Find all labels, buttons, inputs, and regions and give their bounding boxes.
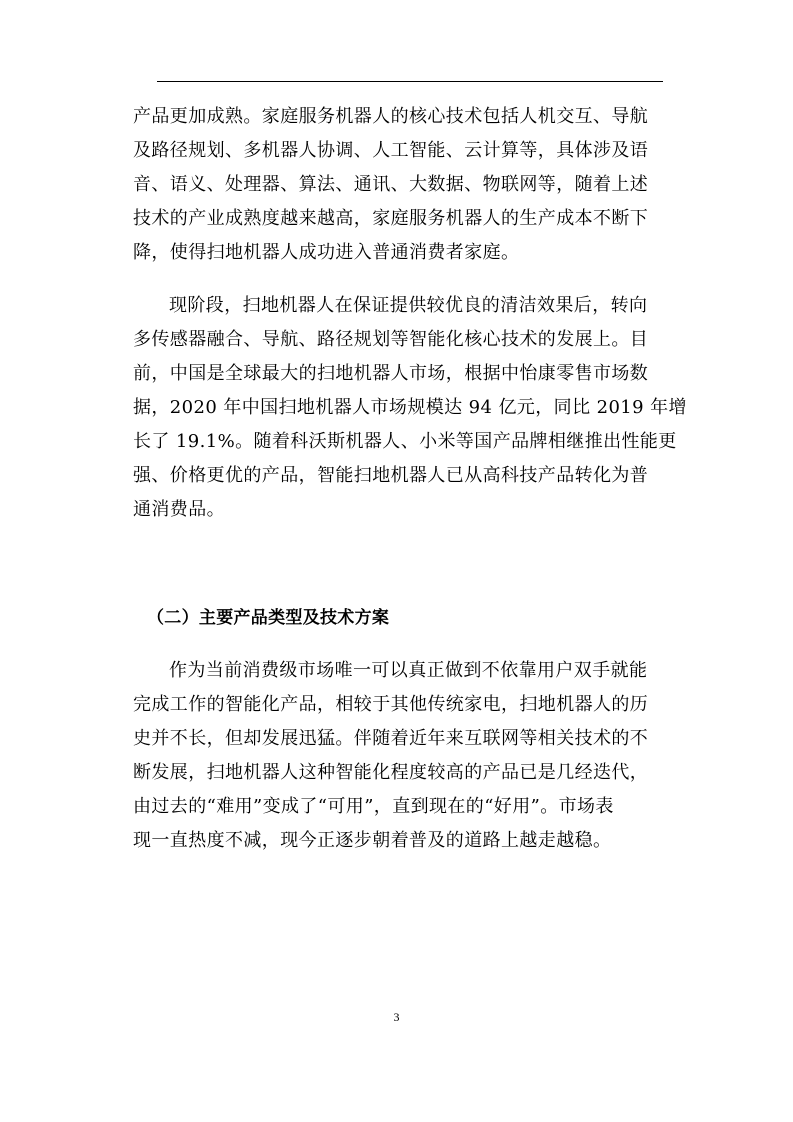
paragraph-line: 通消费品。 <box>133 499 225 520</box>
paragraph-line: 史并不长，但却发展迅猛。伴随着近年来互联网等相关技术的不 <box>133 728 649 749</box>
paragraph-line: 技术的产业成熟度越来越高，家庭服务机器人的生产成本不断下 <box>133 208 649 229</box>
paragraph-3 <box>133 654 661 858</box>
paragraph-line: 断发展，扫地机器人这种智能化程度较高的产品已是几经迭代， <box>133 762 649 783</box>
paragraph-2 <box>133 289 687 527</box>
paragraph-line: 完成工作的智能化产品，相较于其他传统家电，扫地机器人的历 <box>133 694 649 715</box>
paragraph-line: 长了 19.1%。随着科沃斯机器人、小米等国产品牌相继推出性能更 <box>133 431 677 452</box>
body-content <box>133 100 687 858</box>
paragraph-line: 现阶段，扫地机器人在保证提供较优良的清洁效果后，转向 <box>169 295 648 316</box>
header-rule <box>157 81 663 82</box>
paragraph-line: 据，2020 年中国扫地机器人市场规模达 94 亿元，同比 2019 年增 <box>133 397 687 418</box>
paragraph-line: 作为当前消费级市场唯一可以真正做到不依靠用户双手就能 <box>169 660 648 681</box>
paragraph-line: 由过去的“难用”变成了“可用”，直到现在的“好用”。市场表 <box>133 796 614 817</box>
paragraph-line: 多传感器融合、导航、路径规划等智能化核心技术的发展上。目 <box>133 329 649 350</box>
paragraph-line: 现一直热度不减，现今正逐步朝着普及的道路上越走越稳。 <box>133 830 612 851</box>
paragraph-1 <box>133 100 661 270</box>
paragraph-line: 及路径规划、多机器人协调、人工智能、云计算等，具体涉及语 <box>133 140 649 161</box>
paragraph-line: 音、语义、处理器、算法、通讯、大数据、物联网等，随着上述 <box>133 174 649 195</box>
paragraph-line: 降，使得扫地机器人成功进入普通消费者家庭。 <box>133 242 520 263</box>
paragraph-line: 前，中国是全球最大的扫地机器人市场，根据中怡康零售市场数 <box>133 363 649 384</box>
paragraph-line: 强、价格更优的产品，智能扫地机器人已从高科技产品转化为普 <box>133 465 649 486</box>
page-number: 3 <box>393 1010 400 1024</box>
section-heading: （二）主要产品类型及技术方案 <box>147 608 390 628</box>
paragraph-line: 产品更加成熟。家庭服务机器人的核心技术包括人机交互、导航 <box>133 106 649 127</box>
